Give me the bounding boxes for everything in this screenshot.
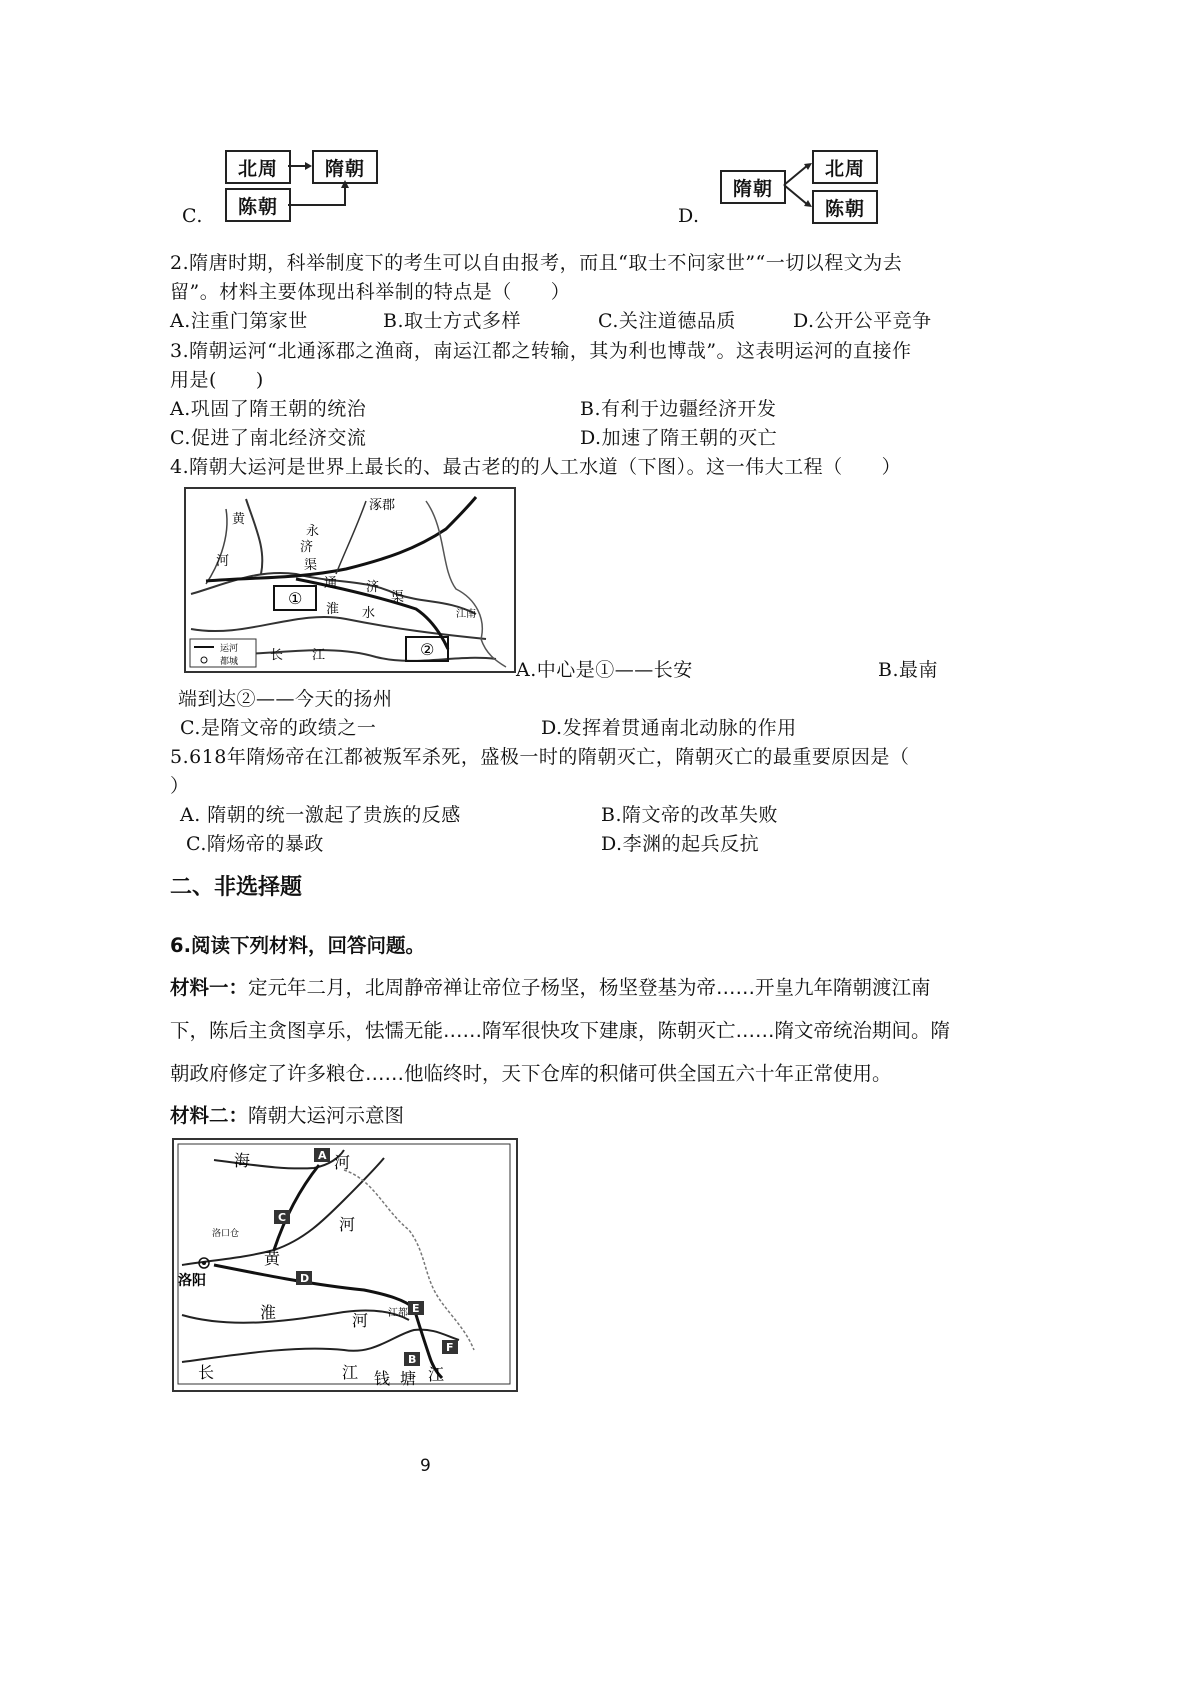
map2-jiang1: 江	[342, 1363, 359, 1382]
marker-f: F	[446, 1341, 454, 1354]
q5-option-d: D.李渊的起兵反抗	[601, 833, 760, 855]
q6-map-drawing	[174, 1140, 516, 1390]
map-he: 河	[216, 554, 230, 569]
map-qu1: 渠	[304, 558, 318, 573]
map2-huang: 黄	[264, 1249, 281, 1268]
map-jiangnan: 江南	[456, 609, 476, 620]
map-ji1: 济	[300, 540, 314, 555]
legend-canal: 运河	[220, 644, 239, 654]
option-c-letter: C.	[182, 205, 203, 227]
box-chenchao-d: 陈朝	[812, 190, 878, 224]
map-huai: 淮	[326, 602, 340, 617]
box-suichao: 隋朝	[312, 150, 378, 184]
marker-c: C	[278, 1211, 287, 1224]
q5-option-a: A. 隋朝的统一激起了贵族的反感	[180, 804, 461, 826]
q5-line2: ）	[170, 775, 190, 797]
box-suichao-d: 隋朝	[720, 170, 786, 204]
q4-option-d: D.发挥着贯通南北动脉的作用	[541, 717, 797, 739]
q3-option-a: A.巩固了隋王朝的统治	[170, 398, 367, 420]
map-huang: 黄	[232, 512, 246, 527]
option-d-letter: D.	[678, 205, 700, 227]
map2-luokoucang: 洛口仓	[212, 1229, 240, 1239]
map2-hai: 海	[234, 1151, 251, 1170]
q4-option-c: C.是隋文帝的政绩之一	[180, 717, 377, 739]
map2-qian: 钱	[374, 1369, 391, 1388]
map-shui: 水	[362, 606, 376, 621]
q2-option-b: B.取士方式多样	[383, 310, 522, 332]
q3-option-c: C.促进了南北经济交流	[170, 427, 367, 449]
map-qu2: 渠	[391, 590, 405, 605]
q6-material1-line3: 朝政府修定了许多粮仓……他临终时，天下仓库的积储可供全国五六十年正常使用。	[170, 1062, 892, 1085]
q2-option-d: D.公开公平竞争	[793, 310, 932, 332]
q4-canal-map	[184, 487, 516, 673]
option-c-arrows	[285, 150, 385, 220]
q3-line2: 用是( )	[170, 369, 264, 391]
map-mark-2: ②	[420, 640, 435, 659]
q6-material1-line2: 下，陈后主贪图享乐，怯懦无能……隋军很快攻下建康，陈朝灭亡……隋文帝统治期间。隋	[170, 1019, 951, 1042]
page-number: 9	[420, 1456, 431, 1476]
q6-material2-text: 隋朝大运河示意图	[248, 1104, 405, 1127]
map2-chang: 长	[198, 1363, 215, 1382]
map2-he1: 河	[334, 1153, 351, 1172]
q4-option-b-part1: B.最南	[878, 659, 939, 681]
q5-option-c: C.隋炀帝的暴政	[186, 833, 324, 855]
section-title: 二、非选择题	[170, 875, 303, 900]
q5-option-b: B.隋文帝的改革失败	[601, 804, 779, 826]
q3-option-b: B.有利于边疆经济开发	[580, 398, 777, 420]
option-d-arrows	[782, 155, 816, 215]
marker-d: D	[300, 1272, 310, 1285]
q2-line1: 2.隋唐时期，科举制度下的考生可以自由报考，而且“取士不问家世”“一切以程文为去	[170, 252, 903, 274]
map-ji2: 济	[366, 580, 380, 595]
map2-luoyang: 洛阳	[178, 1273, 206, 1289]
q6-title: 6.阅读下列材料，回答问题。	[170, 934, 425, 957]
q4-map-drawing	[186, 489, 514, 671]
q3-option-d: D.加速了隋王朝的灭亡	[580, 427, 778, 449]
q6-canal-map	[172, 1138, 518, 1392]
q2-option-c: C.关注道德品质	[598, 310, 736, 332]
map-yong: 永	[306, 524, 320, 539]
map-tong: 通	[324, 576, 338, 591]
map2-jiang2: 江	[428, 1365, 445, 1384]
q2-option-a: A.注重门第家世	[170, 310, 308, 332]
marker-a: A	[318, 1149, 327, 1162]
map2-jiangdu: 江都	[388, 1308, 408, 1319]
marker-b: B	[408, 1353, 417, 1366]
q6-material1-line1	[170, 972, 931, 1000]
q5-line1: 5.618年隋炀帝在江都被叛军杀死，盛极一时的隋朝灭亡，隋朝灭亡的最重要原因是（	[170, 746, 910, 768]
map-jiang: 江	[312, 648, 326, 663]
q6-material1-text1: 定元年二月，北周静帝禅让帝位子杨坚，杨坚登基为帝……开皇九年隋朝渡江南	[248, 976, 931, 999]
legend-capital: 都城	[220, 657, 239, 667]
map-zhuojun: 涿郡	[369, 498, 396, 513]
q6-material2-label: 材料二：	[170, 1104, 249, 1127]
q4-option-a: A.中心是①——长安	[516, 659, 693, 681]
q4-line1: 4.隋朝大运河是世界上最长的、最古老的的人工水道（下图）。这一伟大工程（ ）	[170, 456, 902, 478]
q3-line1: 3.隋朝运河“北通涿郡之渔商，南运江都之转输，其为利也博哉”。这表明运河的直接作	[170, 340, 912, 362]
box-chenchao: 陈朝	[225, 188, 291, 222]
map-chang: 长	[270, 648, 284, 663]
map2-he2: 河	[339, 1215, 356, 1234]
map2-tang: 塘	[400, 1369, 417, 1388]
marker-e: E	[412, 1302, 420, 1315]
q6-material1-label: 材料一：	[170, 976, 249, 999]
q2-line2: 留”。材料主要体现出科举制的特点是（ ）	[170, 281, 571, 303]
box-beizhou-d: 北周	[812, 150, 878, 184]
box-beizhou: 北周	[225, 150, 291, 184]
map2-he3: 河	[352, 1311, 369, 1330]
q4-option-b-part2: 端到达②——今天的扬州	[178, 688, 393, 710]
map2-huai: 淮	[260, 1303, 277, 1322]
q6-material2	[170, 1100, 404, 1128]
map-mark-1: ①	[288, 589, 303, 608]
